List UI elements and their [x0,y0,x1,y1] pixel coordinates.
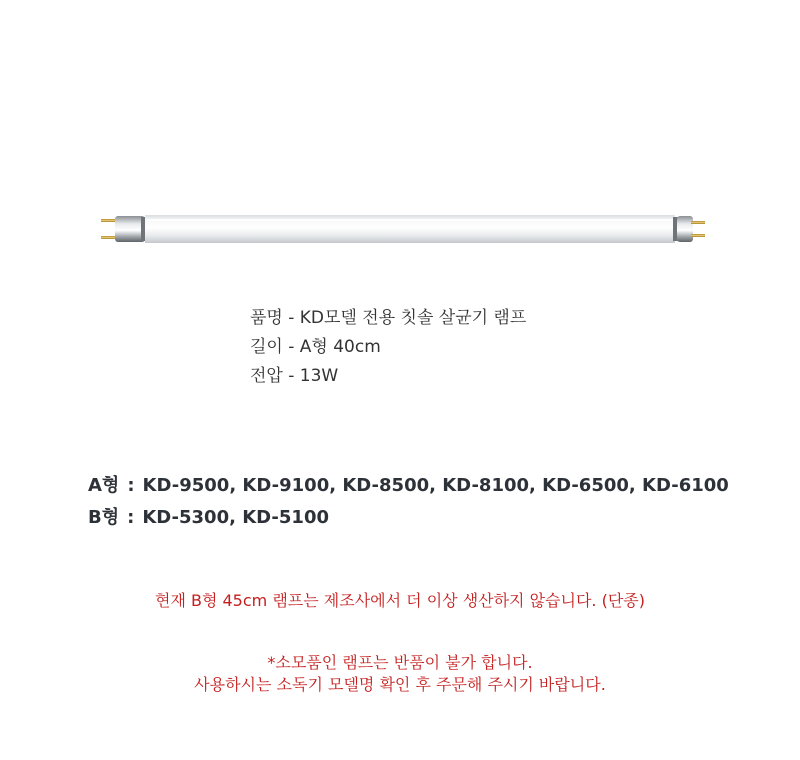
no-return-notice: *소모품인 램프는 반품이 불가 합니다. [267,653,533,672]
a-type-separator: : [127,475,135,496]
consumable-notice [0,652,800,696]
compatible-models [88,470,729,534]
a-type-label: A형 [88,475,120,496]
order-check-notice: 사용하시는 소독기 모델명 확인 후 주문해 주시기 바랍니다. [194,675,606,694]
product-name-line: 품명 - KD모델 전용 칫솔 살균기 램프 [250,308,527,328]
a-type-models-row [88,470,729,502]
uv-lamp-tube-image [95,200,715,260]
product-length-line: 길이 - A형 40cm [250,337,381,357]
discontinued-notice: 현재 B형 45cm 램프는 제조사에서 더 이상 생산하지 않습니다. (단종) [154,591,645,610]
b-type-models-row [88,502,729,534]
product-spec [250,304,526,391]
b-type-model-list: KD-5300, KD-5100 [142,507,330,528]
a-type-model-list: KD-9500, KD-9100, KD-8500, KD-8100, KD-6500, KD-6100 [142,475,729,496]
b-type-separator: : [127,507,135,528]
b-type-label: B형 [88,507,120,528]
product-voltage-line: 전압 - 13W [250,366,339,386]
